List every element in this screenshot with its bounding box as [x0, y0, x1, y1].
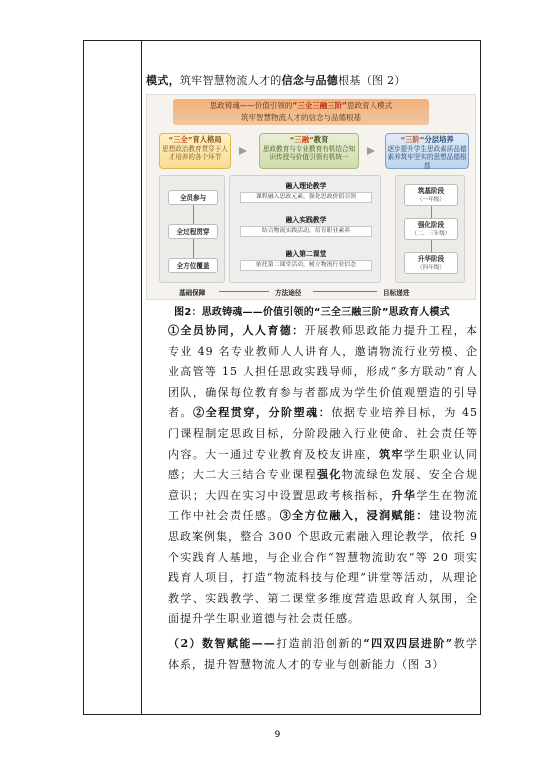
- three-integration-desc: 思政教育与专业教育有机结合知识传授与价值引领有机统一: [262, 144, 356, 161]
- footer-goal: 目标递进: [383, 289, 410, 297]
- three-stage-panel: [395, 175, 465, 283]
- arrow-right-icon: [367, 147, 375, 155]
- stage-strengthen: 强化阶段 （二、三年级）: [404, 218, 458, 240]
- cell-content: [146, 72, 478, 675]
- footer-basic-support: 基础保障: [179, 289, 206, 297]
- mid-item-theory: 融入理论教学 课程融入思政元素，强化思政价值引领: [234, 180, 378, 203]
- paragraph-model-detail: ①全员协同，人人育德：开展教师思政能力提升工程，本专业 49 名专业教师人人讲育人，邀请物流行业劳模、企业高管等 15 人担任思政实践导师，形成“多方联动”育人团队，确保每位教育参与者都成为学生价值观塑造的引导者。②全程贯穿，分阶塑魂：依据专业培养目标，为 45 门课程制定思政目标，分阶段融入行业使命、社会责任等内容。大一通过专业教育及校友讲座，筑牢学生职业认同感；大二大三结合专业课程强化物流绿色发展、安全合规意识；大四在实习中设置思政考核指标，升华学生在物流工作中社会责任感。③全方位融入，浸润赋能：建设物流思政案例集，整合 300 个思政元素融入理论教学，依托 9 个实践育人基地，与企业合作“智慧物流助农”等 20 项实践育人项目，打造“物流科技与伦理”讲堂等活动，从理论教学、实践教学、第二课堂多维度营造思政育人氛围，全面提升学生职业道德与社会责任感。: [168, 324, 479, 626]
- item-full-coverage: 全方位覆盖: [168, 258, 218, 273]
- three-integration-panel: [229, 175, 381, 283]
- figure-caption: 图2：思政铸魂——价值引领的“三全三融三阶”思政育人模式: [174, 307, 450, 318]
- column-divider: [141, 40, 142, 715]
- banner-subtitle: 筑牢智慧物流人才的信念与品德根基: [241, 113, 361, 122]
- figure-banner: 思政铸魂——价值引领的“三全三融三阶”思政育人模式 筑牢智慧物流人才的信念与品德根基: [173, 99, 429, 125]
- arrow-right-icon: [239, 147, 247, 155]
- paragraph-section-2: （2）数智赋能——打造前沿创新的“四双四层进阶”教学体系，提升智慧物流人才的专业与创新能力（图 3）: [168, 636, 479, 671]
- intro-bold-2: 信念与品德: [281, 74, 339, 87]
- intro-line: [146, 72, 478, 90]
- intro-tail: 根基（图 2）: [338, 74, 406, 87]
- item-full-participation: 全员参与: [168, 190, 218, 205]
- three-stage-box: “三阶”分层培养 逐步提升学生思政素质品德素养筑牢坚实的思想品德根基: [385, 133, 469, 169]
- intro-bold: 模式，: [146, 74, 180, 87]
- stage-sublimation: 升华阶段 （四年级）: [404, 252, 458, 274]
- mid-item-second-classroom: 融入第二课堂 依托第二课堂活动，树立物流行业信念: [234, 248, 378, 271]
- three-stage-desc: 逐步提升学生思政素质品德素养筑牢坚实的思想品德根基: [387, 144, 467, 170]
- three-all-desc: 思想政治教育贯穿于人才培养的各个环节: [162, 144, 228, 161]
- mid-item-practice: 融入实践教学 结合物流实践活动，培育职业素养: [234, 214, 378, 237]
- three-all-box: “三全”育人格局 思想政治教育贯穿于人才培养的各个环节: [159, 133, 231, 169]
- three-all-panel: [159, 175, 225, 283]
- three-integration-box: “三融”教育 思政教育与专业教育有机结合知识传授与价值引领有机统一: [259, 133, 359, 169]
- stage-foundation: 筑基阶段 （一年级）: [404, 184, 458, 206]
- intro-text: 筑牢智慧物流人才的: [179, 74, 282, 87]
- item-full-process: 全过程贯穿: [168, 224, 218, 239]
- footer-method: 方法途径: [275, 289, 302, 297]
- page-number: 9: [274, 730, 281, 740]
- figure-2-diagram: [146, 94, 476, 300]
